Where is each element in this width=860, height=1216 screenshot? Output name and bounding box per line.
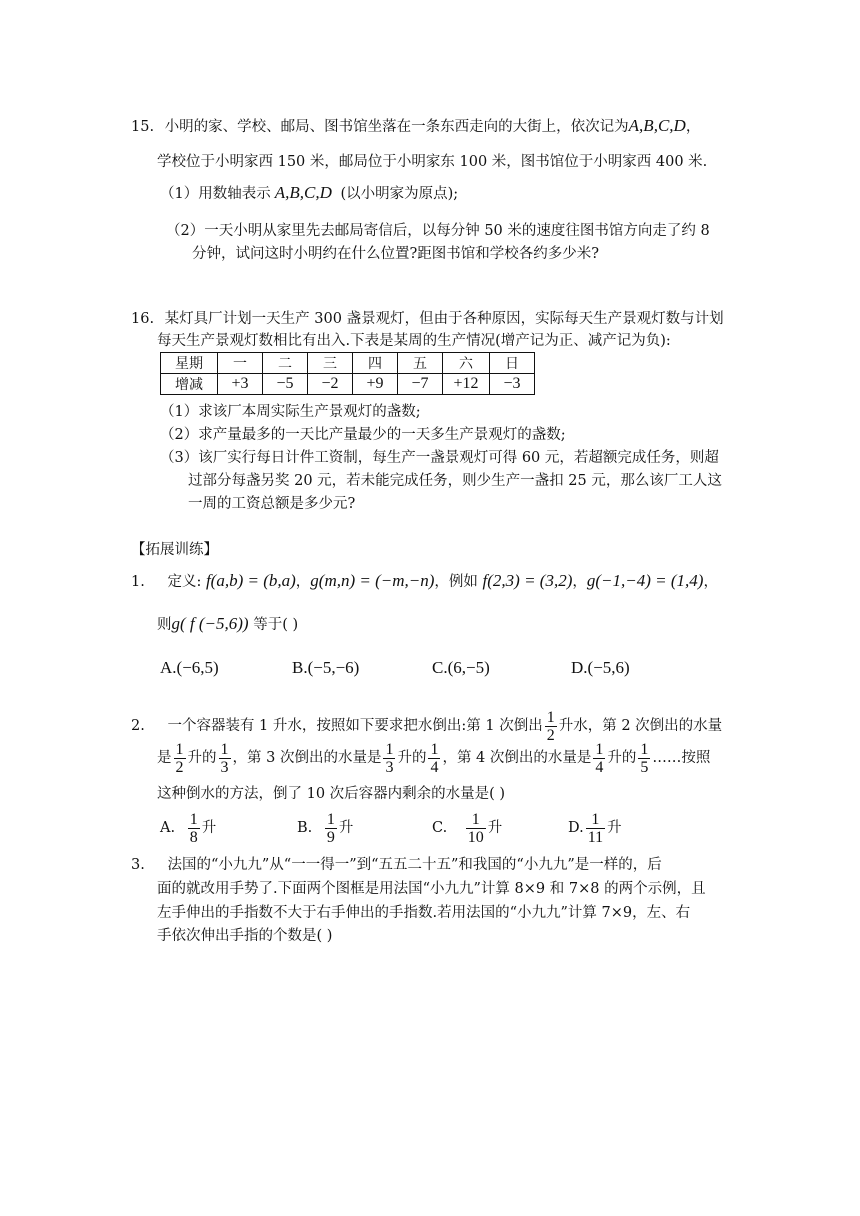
fraction: $\frac{1}{2}$ — [175, 740, 184, 776]
e2-number: 2. — [131, 718, 145, 734]
table-cell: 增减 — [161, 374, 218, 395]
table-header-row — [161, 353, 535, 374]
e1-option-b: B.(−5,−6) — [292, 658, 360, 677]
e2-line2: 是 $\frac{1}{2}$ 升的 $\frac{1}{3}$ ，第 3 次倒出的水量是 $\frac{1}{3}$ 升的 $\frac{1}{4}$ ，第 4 次倒出的水量是 $\frac{1}{4}$ 升的 $\frac{1}{5}$ ……按照 — [157, 740, 711, 776]
table-cell: −7 — [398, 374, 443, 395]
fraction: $\frac{1}{4}$ — [430, 740, 439, 776]
table-cell: +12 — [443, 374, 490, 395]
e3-number: 3. — [131, 857, 145, 873]
e1-option-d: D.(−5,6) — [571, 658, 630, 677]
q16-sub3-line1: （3）该厂实行每日计件工资制，每生产一盏景观灯可得 60 元，若超额完成任务，则超 — [160, 450, 719, 466]
e1-option-a: A.(−6,5) — [160, 658, 219, 677]
q16-sub1: （1）求该厂本周实际生产景观灯的盏数; — [160, 404, 421, 420]
table-cell: 一 — [218, 353, 263, 374]
e1-line1: 1. 定义: f(a,b) = (b,a)，g(m,n) = (−m,−n)，例如 f(2,3) = (3,2)，g(−1,−4) = (1,4)， — [131, 571, 718, 590]
fraction: $\frac{1}{9}$ — [326, 810, 335, 846]
table-cell: +3 — [218, 374, 263, 395]
q16-sub3-line3: 一周的工资总额是多少元? — [188, 496, 356, 512]
table-cell: 二 — [263, 353, 308, 374]
e2-option-c: C. $\frac{1}{10}$ 升 — [432, 810, 503, 846]
fraction: $\frac{1}{11}$ — [587, 810, 604, 846]
fraction: $\frac{1}{3}$ — [385, 740, 394, 776]
e2-option-b: B. $\frac{1}{9}$ 升 — [297, 810, 354, 846]
q16-line1: 16. 某灯具厂计划一天生产 300 盏景观灯，但由于各种原因，实际每天生产景观灯数与计划 — [131, 311, 724, 327]
fraction: $\frac{1}{10}$ — [467, 810, 484, 846]
table-cell: 三 — [308, 353, 353, 374]
e1-number: 1. — [131, 574, 145, 590]
q16-number: 16. — [131, 311, 155, 327]
q15-part2-line2: 分钟，试问这时小明约在什么位置?距图书馆和学校各约多少米? — [192, 246, 600, 262]
table-cell: 五 — [398, 353, 443, 374]
table-cell: −2 — [308, 374, 353, 395]
e3-line1: 3. 法国的“小九九”从“一一得一”到“五五二十五”和我国的“小九九”是一样的，后 — [131, 857, 662, 873]
fraction: $\frac{1}{8}$ — [189, 810, 198, 846]
fraction: $\frac{1}{3}$ — [220, 740, 229, 776]
e2-line3: 这种倒水的方法，倒了 10 次后容器内剩余的水量是( ) — [157, 786, 506, 802]
q16-line2: 每天生产景观灯数相比有出入.下表是某周的生产情况(增产记为正、减产记为负): — [157, 333, 671, 349]
fraction: $\frac{1}{2}$ — [546, 708, 555, 744]
table-cell: 四 — [353, 353, 398, 374]
e3-line2: 面的就改用手势了.下面两个图框是用法国“小九九”计算 8×9 和 7×8 的两个示例，且 — [157, 881, 706, 897]
q16-sub3-line2: 过部分每盏另奖 20 元，若未能完成任务，则少生产一盏扣 25 元，那么该厂工人这 — [188, 473, 722, 489]
e1-option-c: C.(6,−5) — [432, 658, 490, 677]
fraction: $\frac{1}{5}$ — [640, 740, 649, 776]
e3-line4: 手依次伸出手指的个数是( ) — [157, 928, 333, 944]
e3-line3: 左手伸出的手指数不大于右手伸出的手指数.若用法国的“小九九”计算 7×9，左、右 — [157, 905, 691, 921]
q15-part2-line1: （2）一天小明从家里先去邮局寄信后，以每分钟 50 米的速度往图书馆方向走了约 8 — [166, 223, 710, 239]
table-cell: −3 — [490, 374, 535, 395]
production-table — [160, 352, 535, 395]
e2-option-a: A. $\frac{1}{8}$ 升 — [160, 810, 217, 846]
section-title: 【拓展训练】 — [131, 542, 218, 558]
table-cell: 日 — [490, 353, 535, 374]
q15-number: 15. — [131, 119, 155, 135]
e1-line2: 则g( f (−5,6)) 等于( ) — [157, 614, 299, 633]
e2-option-d: D. $\frac{1}{11}$ 升 — [568, 810, 622, 846]
table-cell: 六 — [443, 353, 490, 374]
table-cell: −5 — [263, 374, 308, 395]
table-cell: 星期 — [161, 353, 218, 374]
table-row — [161, 374, 535, 395]
fraction: $\frac{1}{4}$ — [595, 740, 604, 776]
q16-sub2: （2）求产量最多的一天比产量最少的一天多生产景观灯的盏数; — [160, 427, 566, 443]
q15-part1: （1）用数轴表示 A,B,C,D (以小明家为原点); — [160, 183, 459, 202]
table-cell: +9 — [353, 374, 398, 395]
e2-line1: 2. 一个容器装有 1 升水，按照如下要求把水倒出:第 1 次倒出 $\frac{1}{2}$ 升水，第 2 次倒出的水量 — [131, 708, 723, 744]
q15-line1: 15. 小明的家、学校、邮局、图书馆坐落在一条东西走向的大街上，依次记为A,B,C,D， — [131, 116, 701, 135]
q15-line2: 学校位于小明家西 150 米，邮局位于小明家东 100 米，图书馆位于小明家西 400 米. — [157, 154, 708, 170]
